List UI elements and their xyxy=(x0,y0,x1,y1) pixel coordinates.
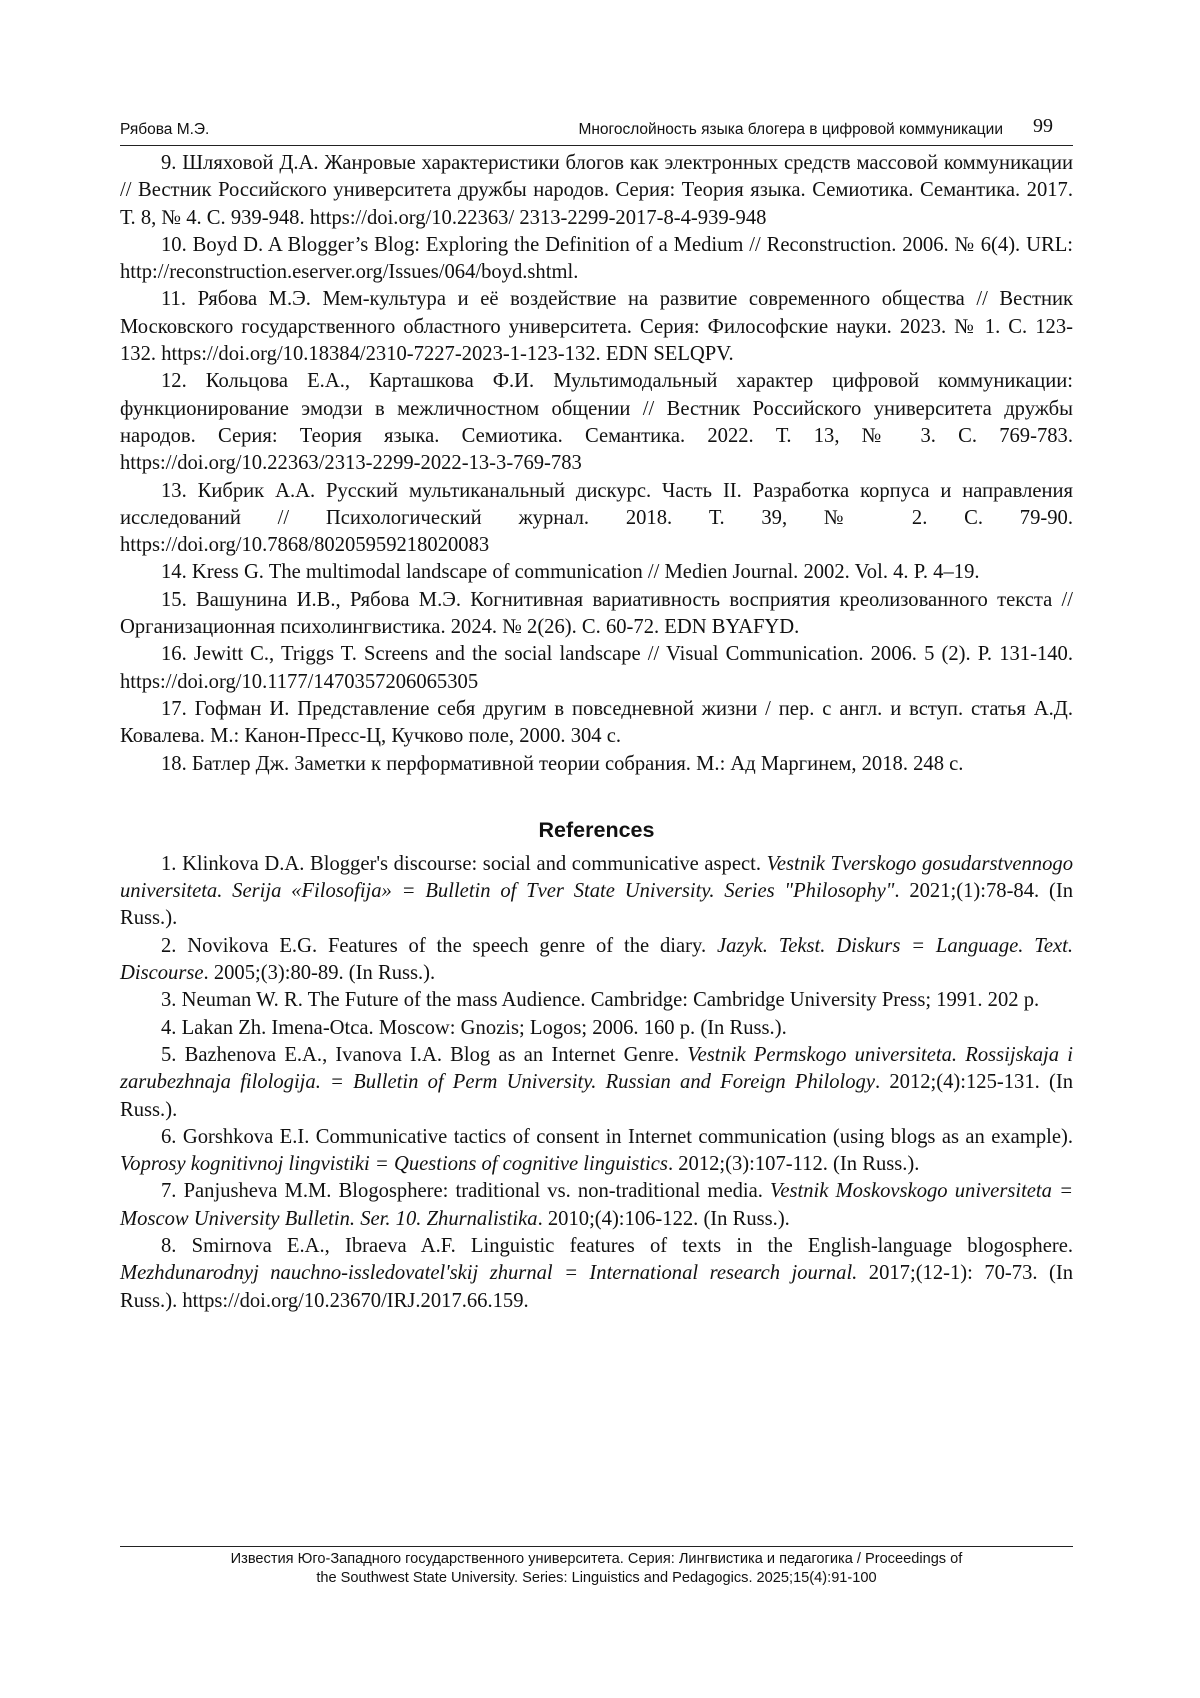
reference-1 xyxy=(120,851,1073,933)
reference-1-details: . 2021;(1):78-84. (In Russ.). xyxy=(120,880,1073,930)
ref-item-11: 11. Рябова М.Э. Мем-культура и её воздействие на развитие современного общества // Вестник Московского государственного областного университета. Серия: Философские науки. 2023. № 1. С. 123-132. https://doi.org/10.18384/2310-7227-2023-1-123-132. EDN SELQPV. xyxy=(120,288,1073,366)
reference-8-source: Mezhdunarodnyj nauchno-issledovatel'skij zhurnal = International research journal. xyxy=(120,1262,858,1285)
reference-5-text: 5. Bazhenova E.A., Ivanova I.A. Blog as an Internet Genre. xyxy=(161,1043,688,1066)
reference-6 xyxy=(120,1124,1073,1179)
ref-item-16: 16. Jewitt C., Triggs T. Screens and the social landscape // Visual Communication. 2006. 5 (2). P. 131-140. https://doi.org/10.1177/1470357206065305 xyxy=(120,643,1073,693)
reference-4-text: 4. Lakan Zh. Imena-Otca. Moscow: Gnozis; Logos; 2006. 160 p. (In Russ.). xyxy=(161,1016,787,1039)
reference-2 xyxy=(120,933,1073,988)
reference-8 xyxy=(120,1233,1073,1315)
footer-line-2: the Southwest State University. Series: Linguistics and Pedagogics. 2025;15(4):91-100 xyxy=(316,1570,877,1586)
header-rule xyxy=(120,145,1073,146)
running-header xyxy=(120,115,1073,145)
reference-2-source: Jazyk. Tekst. Diskurs = Language. Text. Discourse xyxy=(120,934,1073,985)
reference-8-text: 8. Smirnova E.A., Ibraeva A.F. Linguistic features of texts in the English-language blogosphere. xyxy=(161,1234,1073,1257)
reference-7 xyxy=(120,1178,1073,1233)
footer-line-1: Известия Юго-Западного государственного университета. Серия: Лингвистика и педагогика / Proceedings of xyxy=(230,1551,963,1567)
reference-1-text: 1. Klinkova D.A. Blogger's discourse: social and communicative aspect. xyxy=(161,852,767,875)
ref-item-18: 18. Батлер Дж. Заметки к перформативной теории собрания. М.: Ад Маргинем, 2018. 248 с. xyxy=(161,752,964,775)
reference-1-source: Vestnik Tverskogo gosudarstvennogo universiteta. Serija «Filosofija» = Bulletin of Tver State University. Series "Philosophy" xyxy=(120,852,1073,903)
reference-5-source: Vestnik Permskogo universiteta. Rossijskaja i zarubezhnaja filologija. = Bulletin of Perm University. Russian and Foreign Philology xyxy=(120,1043,1073,1094)
reference-7-details: . 2010;(4):106-122. (In Russ.). xyxy=(537,1207,790,1230)
page-number: 99 xyxy=(1033,115,1053,137)
ref-item-13: 13. Кибрик А.А. Русский мультиканальный дискурс. Часть II. Разработка корпуса и направления исследований // Психологический журнал. 2018. Т. 39, № 2. С. 79-90. https://doi.org/10.7868/80205959218020083 xyxy=(120,479,1073,557)
header-author: Рябова М.Э. xyxy=(120,121,210,138)
reference-8-details: 2017;(12-1): 70-73. (In Russ.). https://doi.org/10.23670/IRJ.2017.66.159. xyxy=(120,1262,1073,1312)
ref-item-9: 9. Шляховой Д.А. Жанровые характеристики блогов как электронных средств массовой коммуникации // Вестник Российского университета дружбы народов. Серия: Теория языка. Семиотика. Семантика. 2017. Т. 8, № 4. С. 939-948. https://doi.org/10.22363/ 2313-2299-2017-8-4-939-948 xyxy=(120,152,1073,229)
header-article-title: Многослойность языка блогера в цифровой коммуникации xyxy=(578,121,1003,138)
reference-5-details: . 2012;(4):125-131. (In Russ.). xyxy=(120,1071,1074,1121)
references-heading: References xyxy=(538,817,655,842)
document-page xyxy=(120,0,1073,1698)
reference-4 xyxy=(120,1015,1073,1042)
ref-item-15: 15. Вашунина И.В., Рябова М.Э. Когнитивная вариативность восприятия креолизованного текста // Организационная психолингвистика. 2024. № 2(26). С. 60-72. EDN BYAFYD. xyxy=(120,588,1073,639)
reference-2-text: 2. Novikova E.G. Features of the speech genre of the diary. xyxy=(161,934,717,957)
ref-item-17: 17. Гофман И. Представление себя другим в повседневной жизни / пер. с англ. и вступ. статья А.Д. Ковалева. М.: Канон-Пресс-Ц, Кучково поле, 2000. 304 с. xyxy=(120,697,1073,748)
reference-6-details: . 2012;(3):107-112. (In Russ.). xyxy=(667,1153,920,1176)
reference-3-text: 3. Neuman W. R. The Future of the mass Audience. Cambridge: Cambridge University Press; 1991. 202 p. xyxy=(161,989,1040,1012)
reference-6-text: 6. Gorshkova E.I. Communicative tactics of consent in Internet communication (using blogs as an example). xyxy=(161,1125,1073,1148)
reference-7-text: 7. Panjusheva M.M. Blogosphere: traditional vs. non-traditional media. xyxy=(161,1180,771,1203)
footer-rule xyxy=(120,1546,1073,1547)
ref-item-10: 10. Boyd D. A Blogger’s Blog: Exploring the Definition of a Medium // Reconstruction. 2006. № 6(4). URL: http://reconstruction.eserver.org/Issues/064/boyd.shtml. xyxy=(120,233,1073,284)
reference-6-source: Voprosy kognitivnoj lingvistiki = Questions of cognitive linguistics xyxy=(120,1153,668,1176)
reference-5 xyxy=(120,1042,1073,1124)
ref-item-12: 12. Кольцова Е.А., Карташкова Ф.И. Мультимодальный характер цифровой коммуникации: функционирование эмодзи в межличностном общении // Вестник Российского университета дружбы народов. Серия: Теория языка. Семиотика. Семантика. 2022. Т. 13, № 3. С. 769-783. https://doi.org/10.22363/2313-2299-2022-13-3-769-783 xyxy=(120,370,1073,475)
reference-2-details: . 2005;(3):80-89. (In Russ.). xyxy=(203,962,436,985)
journal-footer xyxy=(120,1550,1073,1588)
ref-item-14: 14. Kress G. The multimodal landscape of communication // Medien Journal. 2002. Vol. 4. P. 4–19. xyxy=(161,561,980,584)
reference-list xyxy=(120,150,1073,1315)
reference-7-source: Vestnik Moskovskogo universiteta = Moscow University Bulletin. Ser. 10. Zhurnalistika xyxy=(120,1180,1073,1230)
reference-3 xyxy=(120,987,1073,1014)
